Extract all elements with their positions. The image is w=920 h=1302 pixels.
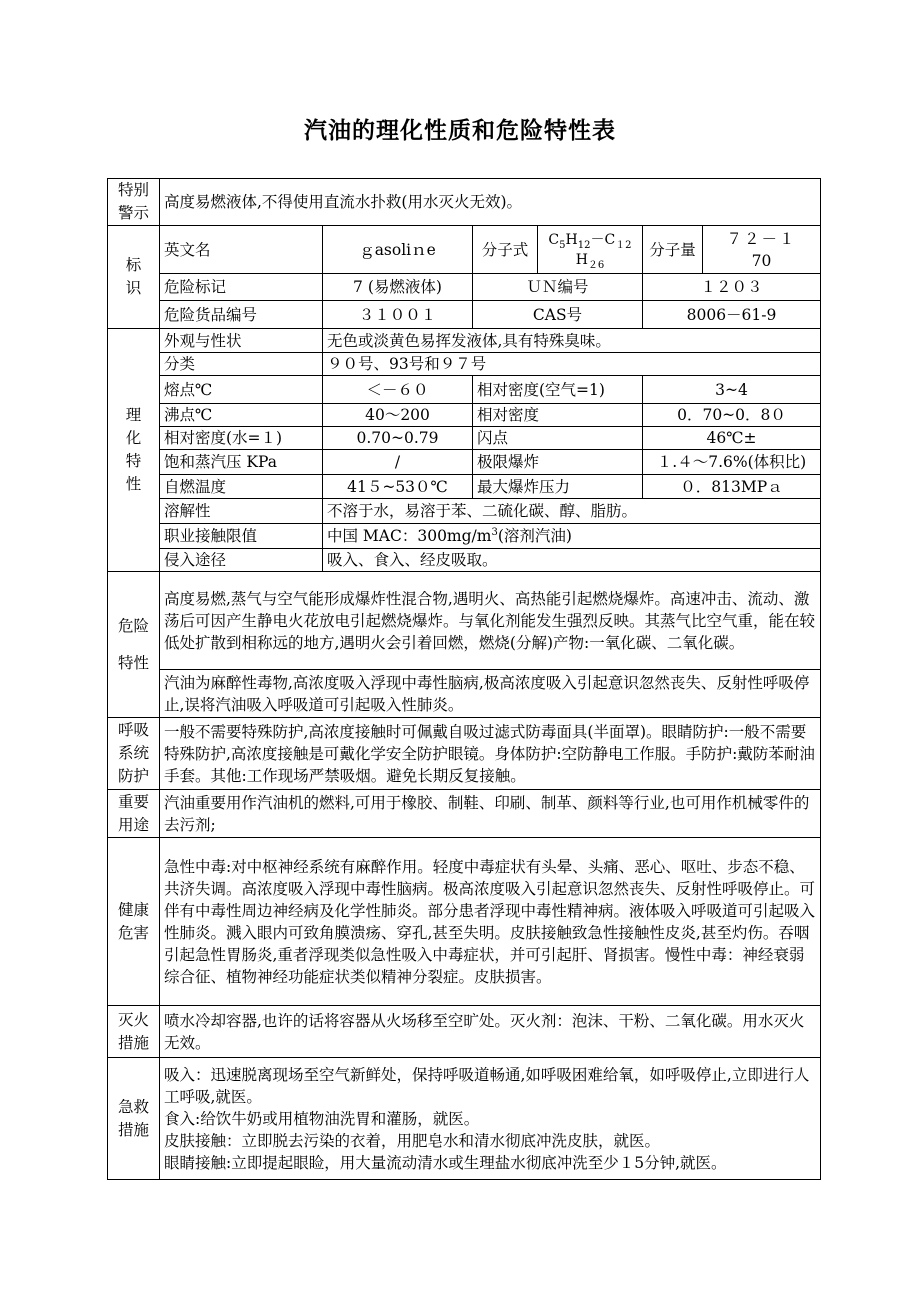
physchem-row-oel <box>108 524 821 549</box>
oel-label: 职业接触限值 <box>160 524 323 549</box>
page-title: 汽油的理化性质和危险特性表 <box>304 118 616 144</box>
appearance-value: 无色或淡黄色易挥发液体,具有特殊臭味。 <box>323 329 821 353</box>
rel-density-water-label: 相对密度(水=１) <box>160 427 323 450</box>
property-table <box>107 178 821 1180</box>
warning-label: 特别 警示 <box>108 179 160 226</box>
physchem-row-bp <box>108 404 821 427</box>
firstaid-eye: 眼睛接触:立即提起眼睑，用大量流动清水或生理盐水彻底冲洗至少１5分钟,就医。 <box>164 1153 727 1172</box>
physchem-row-class <box>108 353 821 376</box>
un-value: １２０３ <box>643 274 821 301</box>
cas-value: 8006－61-9 <box>643 301 821 329</box>
firstaid-skin: 皮肤接触：立即脱去污染的衣着，用肥皂水和清水彻底冲洗皮肤，就医。 <box>164 1131 661 1150</box>
cargo-no-value: ３１００１ <box>323 301 473 329</box>
health-row <box>108 838 821 1006</box>
solubility-label: 溶解性 <box>160 499 323 524</box>
firstaid-text <box>160 1058 821 1180</box>
danger-text-1: 高度易燃,蒸气与空气能形成爆炸性混合物,遇明火、高热能引起燃烧爆炸。高速冲击、流动、激荡后可因产生静电火花放电引起燃烧爆炸。与氧化剂能发生强烈反映。其蒸气比空气重，能在较低处扩散到相称远的地方,遇明火会引着回燃，燃烧(分解)产物:一氧化碳、二氧化碳。 <box>160 572 821 670</box>
formula-value: $C_5H_{12}-C_{12}$ $H_{26}$ <box>538 226 643 274</box>
ident-row-1 <box>108 226 821 274</box>
mw-value: ７２－１ 70 <box>703 226 821 274</box>
ppe-text: 一般不需要特殊防护,高浓度接触时可佩戴自吸过滤式防毒面具(半面罩)。眼睛防护:一般不需要特殊防护,高浓度接触是可戴化学安全防护眼镜。身体防护:空防静电工作服。手防护:戴防苯耐油手套。其他:工作现场严禁吸烟。避免长期反复接触。 <box>160 718 821 790</box>
explosion-label: 极限爆炸 <box>473 450 643 475</box>
rel-density-label: 相对密度 <box>473 404 643 427</box>
health-text: 急性中毒:对中枢神经系统有麻醉作用。轻度中毒症状有头晕、头痛、恶心、呕吐、步态不稳、共济失调。高浓度吸入浮现中毒性脑病。极高浓度吸入引起意识忽然丧失、反射性呼吸停止。可伴有中毒性周边神经病及化学性肺炎。部分患者浮现中毒性精神病。液体吸入呼吸道可引起吸入性肺炎。溅入眼内可致角膜溃疡、穿孔,甚至失明。皮肤接触致急性接触性皮炎,甚至灼伤。吞咽引起急性胃肠炎,重者浮现类似急性吸入中毒症状，并可引起肝、肾损害。慢性中毒：神经衰弱综合征、植物神经功能症状类似精神分裂症。皮肤损害。 <box>160 838 821 1006</box>
route-value: 吸入、食入、经皮吸取。 <box>323 549 821 572</box>
formula-label: 分子式 <box>473 226 538 274</box>
mp-value: ＜－６０ <box>323 376 473 404</box>
danger-text-2: 汽油为麻醉性毒物,高浓度吸入浮现中毒性脑病,极高浓度吸入引起意识忽然丧失、反射性呼吸停止,误将汽油吸入呼吸道可引起吸入性肺炎。 <box>160 670 821 718</box>
fire-label: 灭火 措施 <box>108 1006 160 1058</box>
warning-text: 高度易燃液体,不得使用直流水扑救(用水灭火无效)。 <box>160 179 821 226</box>
health-label: 健康 危害 <box>108 838 160 1006</box>
fire-row <box>108 1006 821 1058</box>
english-name-label: 英文名 <box>160 226 323 274</box>
fire-text: 喷水冷却容器,也许的话将容器从火场移至空旷处。灭火剂：泡沫、干粉、二氧化碳。用水灭火无效。 <box>160 1006 821 1058</box>
mp-label: 熔点℃ <box>160 376 323 404</box>
solubility-value: 不溶于水，易溶于苯、二硫化碳、醇、脂肪。 <box>323 499 821 524</box>
ident-label: 标 识 <box>108 226 160 329</box>
usage-text: 汽油重要用作汽油机的燃料,可用于橡胶、制鞋、印刷、制革、颜料等行业,也可用作机械零件的去污剂; <box>160 790 821 838</box>
warning-row <box>108 179 821 226</box>
autoign-label: 自燃温度 <box>160 475 323 499</box>
physchem-label: 理 化 特 性 <box>108 329 160 572</box>
bp-value: 40～200 <box>323 404 473 427</box>
bp-label: 沸点℃ <box>160 404 323 427</box>
physchem-row-water <box>108 427 821 450</box>
vapor-label: 饱和蒸汽压 KPa <box>160 450 323 475</box>
appearance-label: 外观与性状 <box>160 329 323 353</box>
oel-value: 中国 MAC：$300mg/m^3$(溶剂汽油) <box>323 524 821 549</box>
ident-row-2 <box>108 274 821 301</box>
explosion-value: １.４～7.6%(体积比) <box>643 450 821 475</box>
physchem-row-vapor <box>108 450 821 475</box>
max-pressure-value: ０．813MPａ <box>643 475 821 499</box>
physchem-row-mp <box>108 376 821 404</box>
physchem-row-route <box>108 549 821 572</box>
cas-label: CAS号 <box>473 301 643 329</box>
physchem-row-autoign <box>108 475 821 499</box>
english-name-value: ｇasoliｎe <box>323 226 473 274</box>
hazard-mark-value: 7 (易燃液体) <box>323 274 473 301</box>
rel-density-air-label: 相对密度(空气=1) <box>473 376 643 404</box>
danger-row-2 <box>108 670 821 718</box>
usage-label: 重要 用途 <box>108 790 160 838</box>
rel-density-air-value: 3~4 <box>643 376 821 404</box>
ppe-row <box>108 718 821 790</box>
autoign-value: 41５~53０℃ <box>323 475 473 499</box>
usage-row <box>108 790 821 838</box>
ppe-label: 呼吸 系统 防护 <box>108 718 160 790</box>
firstaid-label: 急救 措施 <box>108 1058 160 1180</box>
route-label: 侵入途径 <box>160 549 323 572</box>
vapor-value: / <box>323 450 473 475</box>
flash-value: 46℃± <box>643 427 821 450</box>
rel-density-water-value: 0.70~0.79 <box>323 427 473 450</box>
flash-label: 闪点 <box>473 427 643 450</box>
cargo-no-label: 危险货品编号 <box>160 301 323 329</box>
un-label: ＵＮ编号 <box>473 274 643 301</box>
class-value: ９０号、93号和９７号 <box>323 353 821 376</box>
rel-density-value: 0．70~0．8０ <box>643 404 821 427</box>
mw-label: 分子量 <box>643 226 703 274</box>
ident-row-3 <box>108 301 821 329</box>
danger-row-1 <box>108 572 821 670</box>
firstaid-row <box>108 1058 821 1180</box>
hazard-mark-label: 危险标记 <box>160 274 323 301</box>
firstaid-ingest: 食入:给饮牛奶或用植物油洗胃和灌肠，就医。 <box>164 1109 480 1128</box>
max-pressure-label: 最大爆炸压力 <box>473 475 643 499</box>
danger-label: 危险 特性 <box>108 572 160 718</box>
firstaid-inhale: 吸入：迅速脱离现场至空气新鲜处，保持呼吸道畅通,如呼吸困难给氧，如呼吸停止,立即进行人工呼吸,就医。 <box>164 1065 810 1106</box>
physchem-row-appearance <box>108 329 821 353</box>
class-label: 分类 <box>160 353 323 376</box>
physchem-row-solubility <box>108 499 821 524</box>
